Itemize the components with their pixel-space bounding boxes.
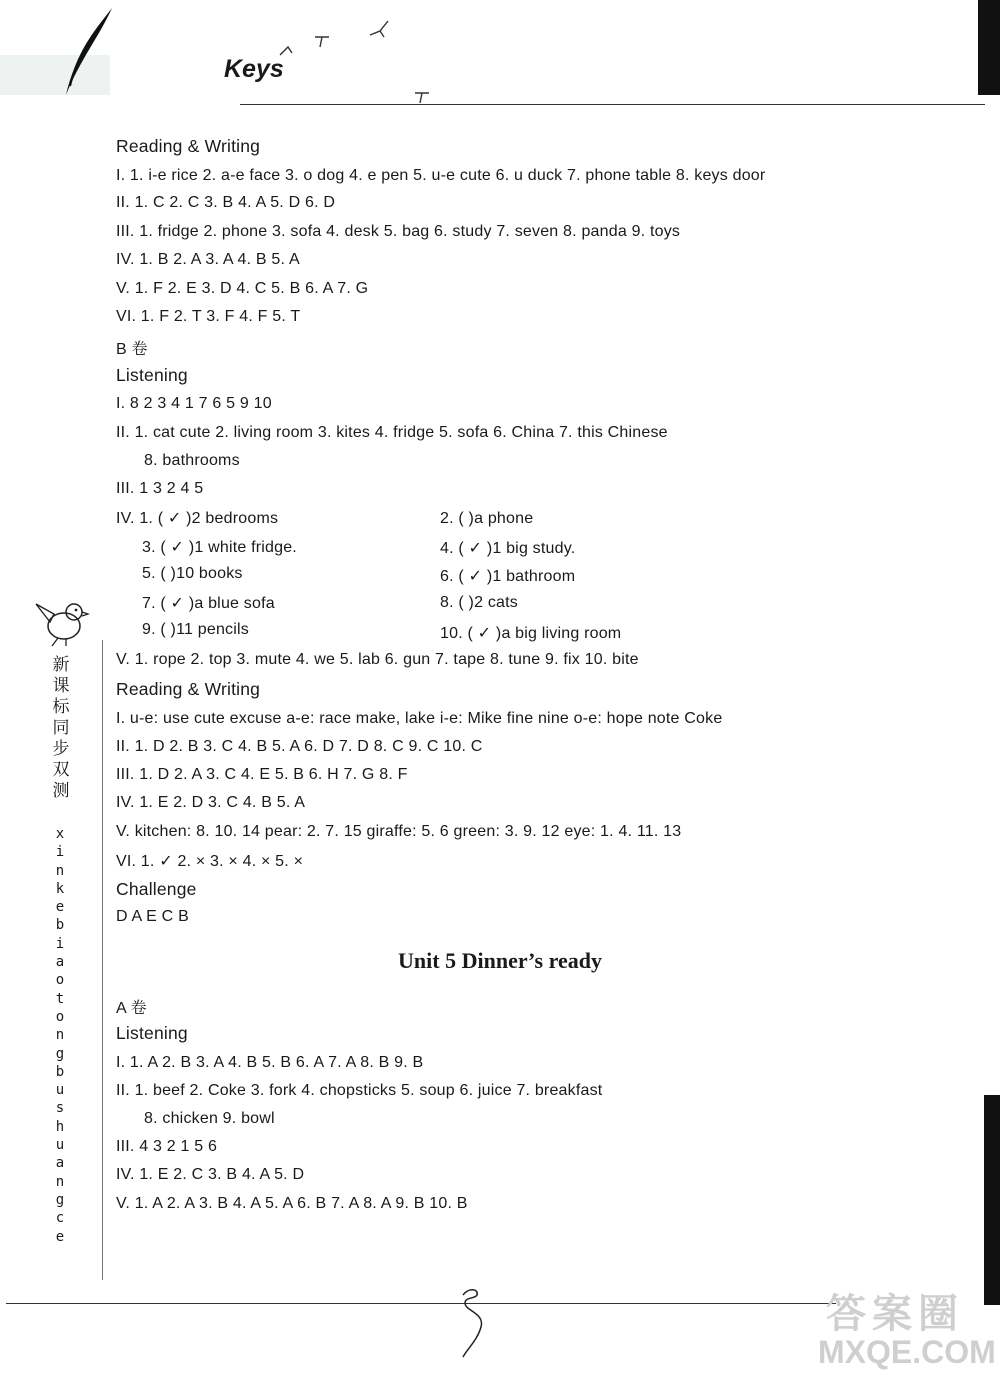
checklist-item: 2. ( )a phone <box>440 510 534 527</box>
answer-line: V. kitchen: 8. 10. 14 pear: 2. 7. 15 giraffe: 5. 6 green: 3. 9. 12 eye: 1. 4. 11. 13 <box>116 823 682 840</box>
watermark-cn: 答案圈 <box>826 1292 964 1336</box>
section-heading-reading-writing: Reading & Writing <box>116 136 261 156</box>
checklist-item: 10. ( ✓ )a big living room <box>440 625 622 642</box>
footer-rule <box>6 1303 836 1304</box>
answer-line: II. 1. D 2. B 3. C 4. B 5. A 6. D 7. D 8. C 9. C 10. C <box>116 738 483 755</box>
watermark <box>818 1282 994 1378</box>
answer-line: III. 4 3 2 1 5 6 <box>116 1138 218 1155</box>
answer-line: VI. 1. F 2. T 3. F 4. F 5. T <box>116 308 301 325</box>
checklist-item: 3. ( ✓ )1 white fridge. <box>142 539 297 556</box>
answer-line: I. u-e: use cute excuse a-e: race make, lake i-e: Mike fine nine o-e: hope note Coke <box>116 710 723 727</box>
answer-line: IV. 1. E 2. C 3. B 4. A 5. D <box>116 1166 305 1183</box>
answer-line: III. 1 3 2 4 5 <box>116 480 204 497</box>
page-number-scribble-icon <box>455 1285 495 1360</box>
checklist-item: 7. ( ✓ )a blue sofa <box>142 595 275 612</box>
checklist-item: 5. ( )10 books <box>142 565 243 582</box>
checklist-item: 8. ( )2 cats <box>440 594 518 611</box>
answer-line: V. 1. rope 2. top 3. mute 4. we 5. lab 6. gun 7. tape 8. tune 9. fix 10. bite <box>116 651 639 668</box>
section-heading-listening: Listening <box>116 365 188 385</box>
sidebar-book-title: 新 课 标 同 步 双 测 <box>52 655 70 801</box>
watermark-url: MXQE.COM <box>818 1334 996 1370</box>
answer-line: I. 8 2 3 4 1 7 6 5 9 10 <box>116 395 272 412</box>
answer-line: I. 1. i-e rice 2. a-e face 3. o dog 4. e pen 5. u-e cute 6. u duck 7. phone table 8. keys door <box>116 167 766 184</box>
answer-line: VI. 1. ✓ 2. × 3. × 4. × 5. × <box>116 853 304 870</box>
answer-line: IV. 1. E 2. D 3. C 4. B 5. A <box>116 794 306 811</box>
feather-logo-icon <box>0 0 130 110</box>
paper-b-label: B 卷 <box>116 341 148 358</box>
section-heading-challenge: Challenge <box>116 879 197 899</box>
answer-line: II. 1. beef 2. Coke 3. fork 4. chopsticks 5. soup 6. juice 7. breakfast <box>116 1082 603 1099</box>
header-title: Keys <box>224 55 284 83</box>
bird-icon <box>30 592 90 648</box>
answer-line: III. 1. D 2. A 3. C 4. E 5. B 6. H 7. G 8. F <box>116 766 408 783</box>
answer-line: D A E C B <box>116 908 189 925</box>
answer-line: V. 1. A 2. A 3. B 4. A 5. A 6. B 7. A 8. A 9. B 10. B <box>116 1195 468 1212</box>
paper-a-label: A 卷 <box>116 1000 147 1017</box>
sidebar-rule <box>102 640 103 1280</box>
bird-doodle-icon <box>270 15 440 105</box>
answer-line: I. 1. A 2. B 3. A 4. B 5. B 6. A 7. A 8. B 9. B <box>116 1054 424 1071</box>
section-heading-reading-writing: Reading & Writing <box>116 679 261 699</box>
sidebar-pinyin: x i n k e b i a o t o n g b u s h u a n g c e <box>55 826 65 1245</box>
unit-title: Unit 5 Dinner’s ready <box>398 948 602 973</box>
answer-line: II. 1. cat cute 2. living room 3. kites 4. fridge 5. sofa 6. China 7. this Chinese <box>116 424 668 441</box>
answer-line: III. 1. fridge 2. phone 3. sofa 4. desk 5. bag 6. study 7. seven 8. panda 9. toys <box>116 223 681 240</box>
checklist-item: 6. ( ✓ )1 bathroom <box>440 568 576 585</box>
section-heading-listening: Listening <box>116 1023 188 1043</box>
header-rule <box>240 104 985 105</box>
checklist-item: 4. ( ✓ )1 big study. <box>440 540 576 557</box>
answer-line: V. 1. F 2. E 3. D 4. C 5. B 6. A 7. G <box>116 280 369 297</box>
answer-line: 8. bathrooms <box>144 452 240 469</box>
answer-line: IV. 1. B 2. A 3. A 4. B 5. A <box>116 251 300 268</box>
answer-line: II. 1. C 2. C 3. B 4. A 5. D 6. D <box>116 194 336 211</box>
checklist-item: 9. ( )11 pencils <box>142 621 249 638</box>
edge-bar-bottom <box>984 1095 1000 1305</box>
checklist-item: IV. 1. ( ✓ )2 bedrooms <box>116 510 279 527</box>
edge-bar-top <box>978 0 1000 95</box>
answer-line: 8. chicken 9. bowl <box>144 1110 275 1127</box>
